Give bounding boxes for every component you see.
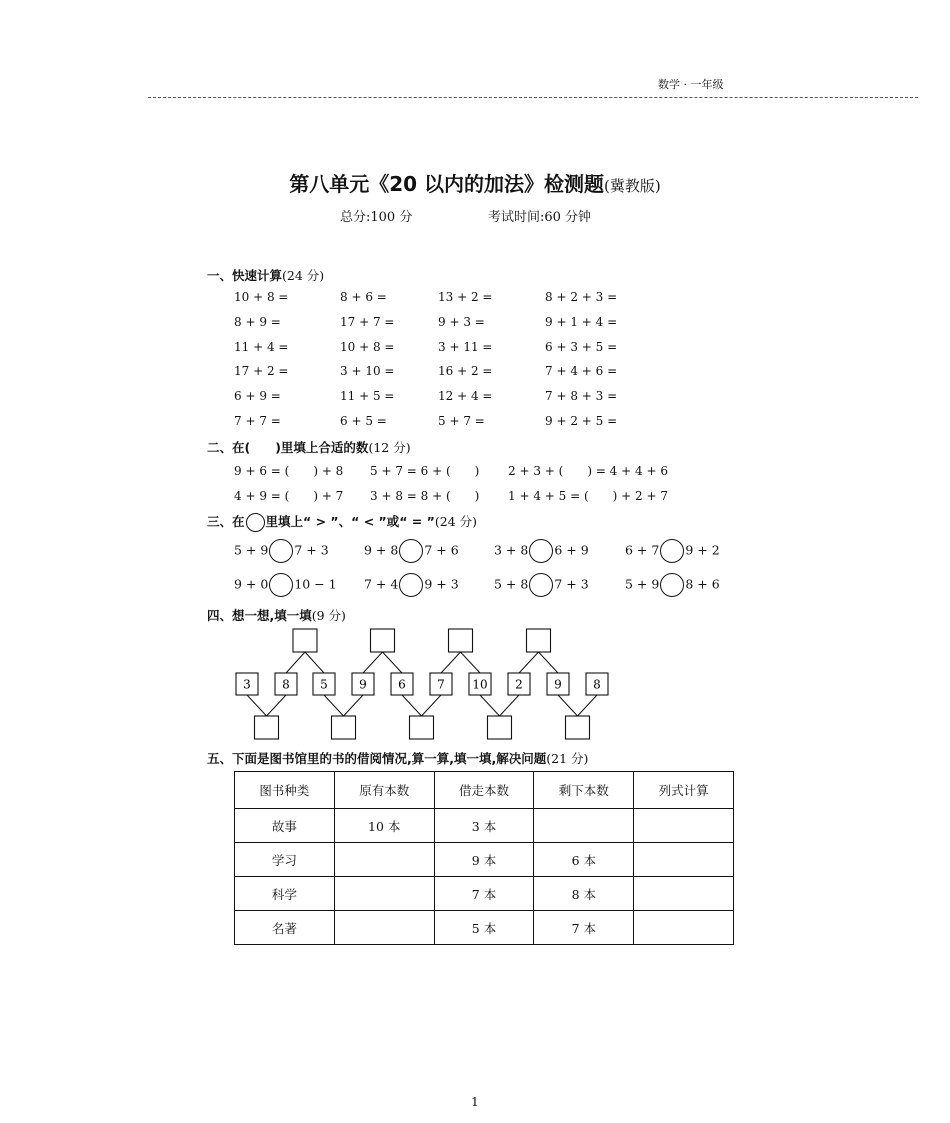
calc-item: 10 + 8 = xyxy=(340,339,395,354)
compare-left: 3 + 8 xyxy=(494,542,529,558)
section3-points: (24 分) xyxy=(434,514,477,529)
section2-points: (12 分) xyxy=(368,440,411,455)
calc-item: 11 + 5 = xyxy=(340,389,395,404)
section5-heading xyxy=(207,749,588,767)
table-row xyxy=(235,809,734,843)
calc-item: 5 + 7 = xyxy=(438,414,485,428)
table-cell: 故事 xyxy=(235,809,335,843)
table-cell[interactable] xyxy=(634,877,734,911)
table-cell: 9 本 xyxy=(434,843,534,877)
connector-line xyxy=(500,695,520,716)
calc-item: 7 + 7 = xyxy=(234,414,281,428)
answer-box[interactable] xyxy=(566,716,590,739)
table-header-cell: 列式计算 xyxy=(634,772,734,809)
section1-points: (24 分) xyxy=(282,268,325,283)
connector-line xyxy=(578,695,598,716)
tree-number: 6 xyxy=(398,677,406,692)
page-title: 第八单元《20 以内的加法》检测题 xyxy=(289,172,605,196)
calc-item: 8 + 6 = xyxy=(340,290,387,304)
header-subject: 数学 · 一年级 xyxy=(658,78,724,91)
fill-blank-item: 3 + 8 = 8 + ( ) xyxy=(370,489,480,503)
calc-item: 6 + 5 = xyxy=(340,414,387,428)
compare-right: 7 + 3 xyxy=(554,576,589,592)
table-row xyxy=(235,843,734,877)
connector-line xyxy=(247,695,267,716)
tree-number: 8 xyxy=(282,677,290,692)
fill-blank-item: 2 + 3 + ( ) = 4 + 4 + 6 xyxy=(508,464,668,478)
connector-line xyxy=(422,695,442,716)
table-header-cell: 借走本数 xyxy=(434,772,534,809)
connector-line xyxy=(324,695,344,716)
compare-left: 6 + 7 xyxy=(625,542,660,558)
compare-right: 8 + 6 xyxy=(685,576,720,592)
connector-line xyxy=(539,652,559,673)
table-cell[interactable] xyxy=(634,809,734,843)
compare-right: 7 + 3 xyxy=(294,542,329,558)
connector-line xyxy=(383,652,403,673)
table-cell[interactable] xyxy=(534,809,634,843)
table-cell: 7 本 xyxy=(434,877,534,911)
compare-right: 6 + 9 xyxy=(554,542,589,558)
table-cell: 3 本 xyxy=(434,809,534,843)
calc-item: 3 + 11 = xyxy=(438,339,493,354)
calc-item: 6 + 3 + 5 = xyxy=(545,339,618,354)
table-cell: 5 本 xyxy=(434,911,534,945)
tree-number: 5 xyxy=(320,677,328,692)
calc-item: 8 + 9 = xyxy=(234,314,281,329)
connector-line xyxy=(363,652,383,673)
compare-left: 5 + 9 xyxy=(625,576,660,592)
connector-line xyxy=(305,652,324,673)
compare-left: 7 + 4 xyxy=(364,576,399,592)
table-cell[interactable] xyxy=(334,911,434,945)
connector-line xyxy=(519,652,539,673)
calc-item: 17 + 2 = xyxy=(234,364,289,379)
tree-number: 2 xyxy=(515,677,523,692)
tree-number: 7 xyxy=(437,677,445,692)
compare-left: 5 + 9 xyxy=(234,542,269,558)
section4-title: 四、想一想,填一填 xyxy=(207,608,312,623)
calc-item: 9 + 3 = xyxy=(438,314,485,329)
calc-item: 17 + 7 = xyxy=(340,314,395,329)
compare-left: 9 + 8 xyxy=(364,542,399,558)
exam-time: 考试时间:60 分钟 xyxy=(488,210,592,225)
tree-number: 9 xyxy=(554,677,562,692)
compare-right: 10 − 1 xyxy=(294,576,337,592)
table-header-cell: 原有本数 xyxy=(334,772,434,809)
fill-blank-item: 5 + 7 = 6 + ( ) xyxy=(370,464,480,478)
table-cell[interactable] xyxy=(634,843,734,877)
answer-box[interactable] xyxy=(293,629,317,652)
connector-line xyxy=(441,652,461,673)
connector-line xyxy=(461,652,481,673)
table-cell: 科学 xyxy=(235,877,335,911)
tree-number: 3 xyxy=(243,677,251,692)
compare-right: 7 + 6 xyxy=(424,542,459,558)
connector-line xyxy=(480,695,500,716)
fill-blank-item: 4 + 9 = ( ) + 7 xyxy=(234,489,344,503)
table-cell[interactable] xyxy=(634,911,734,945)
answer-box[interactable] xyxy=(449,629,473,652)
table-cell: 8 本 xyxy=(534,877,634,911)
section5-points: (21 分) xyxy=(546,751,589,766)
calc-item: 6 + 9 = xyxy=(234,389,281,404)
calc-item: 13 + 2 = xyxy=(438,290,493,304)
tree-number: 8 xyxy=(593,677,601,692)
calc-item: 12 + 4 = xyxy=(438,389,493,404)
table-cell: 7 本 xyxy=(534,911,634,945)
table-cell: 6 本 xyxy=(534,843,634,877)
compare-left: 9 + 0 xyxy=(234,576,269,592)
section5-title: 五、下面是图书馆里的书的借阅情况,算一算,填一填,解决问题 xyxy=(207,751,547,766)
table-header-cell: 图书种类 xyxy=(235,772,335,809)
table-cell[interactable] xyxy=(334,843,434,877)
connector-line xyxy=(344,695,364,716)
answer-box[interactable] xyxy=(527,629,551,652)
calc-item: 9 + 1 + 4 = xyxy=(545,314,618,329)
connector-line xyxy=(402,695,422,716)
fill-blank-item: 1 + 4 + 5 = ( ) + 2 + 7 xyxy=(508,489,668,503)
connector-line xyxy=(286,652,305,673)
table-cell[interactable] xyxy=(334,877,434,911)
table-cell: 10 本 xyxy=(334,809,434,843)
answer-box[interactable] xyxy=(410,716,434,739)
calc-item: 3 + 10 = xyxy=(340,364,395,379)
calc-item: 7 + 4 + 6 = xyxy=(545,364,618,379)
answer-box[interactable] xyxy=(371,629,395,652)
tree-number: 9 xyxy=(359,677,367,692)
table-header-cell: 剩下本数 xyxy=(534,772,634,809)
table-cell: 名著 xyxy=(235,911,335,945)
compare-right: 9 + 2 xyxy=(685,542,720,558)
calc-item: 10 + 8 = xyxy=(234,290,289,304)
compare-right: 9 + 3 xyxy=(424,576,459,592)
table-header-row xyxy=(235,772,734,809)
library-table xyxy=(234,771,734,945)
tree-number: 10 xyxy=(472,677,488,692)
table-row xyxy=(235,911,734,945)
compare-left: 5 + 8 xyxy=(494,576,529,592)
calc-item: 9 + 2 + 5 = xyxy=(545,414,618,428)
section3-title-pre: 三、在 xyxy=(207,514,245,529)
calc-item: 8 + 2 + 3 = xyxy=(545,290,618,304)
calc-item: 11 + 4 = xyxy=(234,339,289,354)
title-edition: (冀教版) xyxy=(604,177,661,195)
page-number: 1 xyxy=(471,1095,479,1109)
section1-title: 一、快速计算 xyxy=(207,268,283,283)
answer-box[interactable] xyxy=(332,716,356,739)
table-row xyxy=(235,877,734,911)
calc-item: 7 + 8 + 3 = xyxy=(545,389,618,404)
calc-item: 16 + 2 = xyxy=(438,364,493,379)
section2-title: 二、在( )里填上合适的数 xyxy=(207,440,369,455)
fill-blank-item: 9 + 6 = ( ) + 8 xyxy=(234,464,344,478)
total-score: 总分:100 分 xyxy=(340,210,413,225)
answer-box[interactable] xyxy=(255,716,279,739)
connector-line xyxy=(558,695,578,716)
section4-points: (9 分) xyxy=(311,608,346,623)
answer-box[interactable] xyxy=(488,716,512,739)
connector-line xyxy=(267,695,287,716)
section3-title-post: 里填上“ > ”、“ < ”或“ = ” xyxy=(265,514,435,529)
table-cell: 学习 xyxy=(235,843,335,877)
